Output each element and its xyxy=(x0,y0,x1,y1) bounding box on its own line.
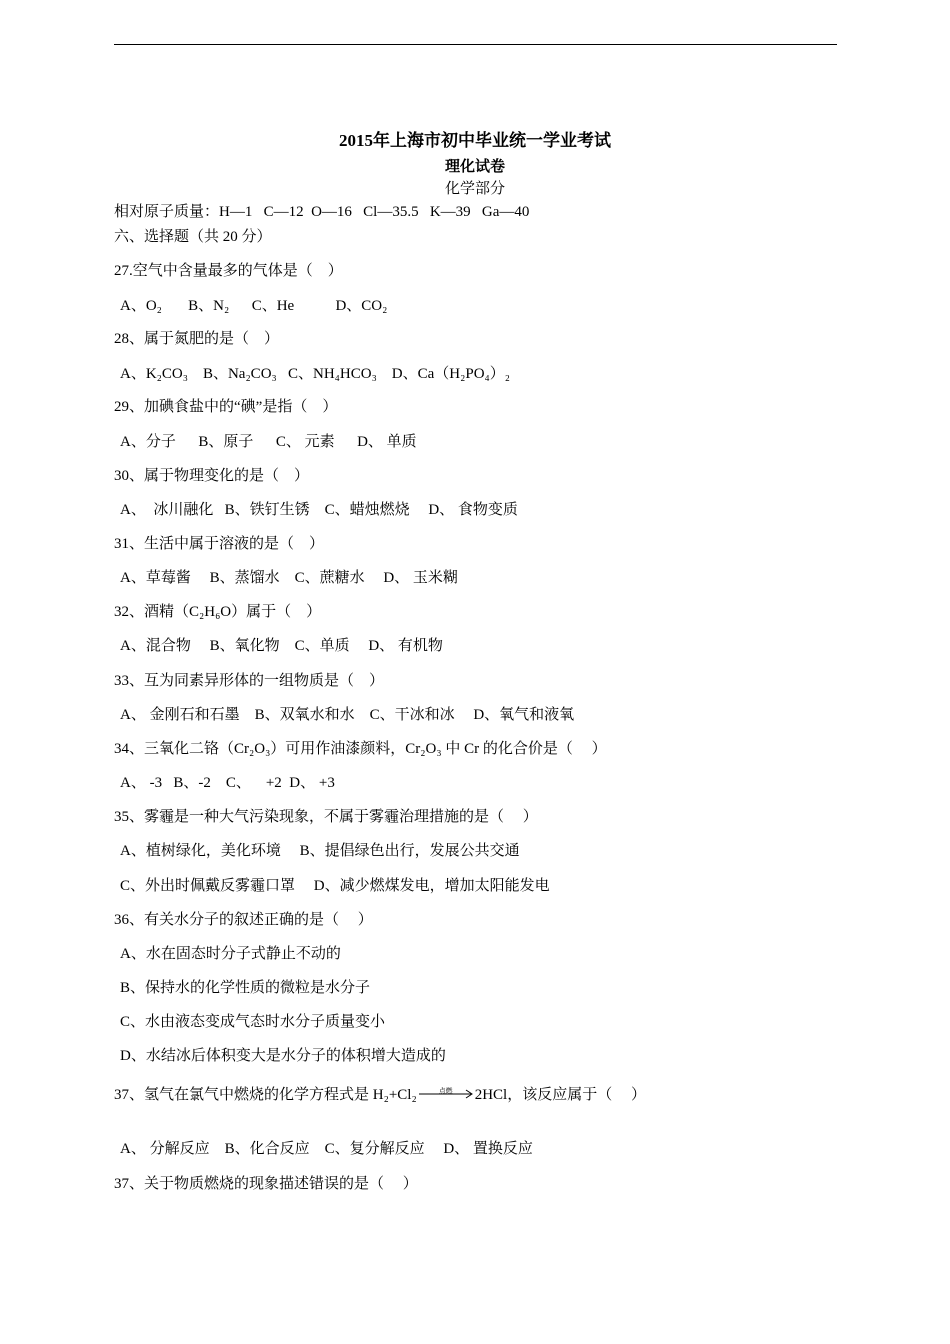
question-33: 33、互为同素异形体的一组物质是（ ） xyxy=(114,673,385,689)
question-29: 29、加碘食盐中的“碘”是指（ ） xyxy=(114,399,338,415)
header-rule xyxy=(114,44,837,45)
options-29: A、分子 B、原子 C、 元素 D、 单质 xyxy=(120,434,417,450)
options-30: A、 冰川融化 B、铁钉生锈 C、蜡烛燃烧 D、 食物变质 xyxy=(120,502,518,518)
question-34: 34、三氧化二铬（Cr₂O₃）可用作油漆颜料，Cr₂O₃ 中 Cr 的化合价是（ ） xyxy=(114,741,607,757)
options-28: A、K₂CO₃ B、Na₂CO₃ C、NH₄HCO₃ D、Ca（H₂PO₄）₂ xyxy=(120,366,510,382)
options-37: A、 分解反应 B、化合反应 C、复分解反应 D、 置换反应 xyxy=(120,1141,533,1157)
question-37 xyxy=(114,1085,646,1105)
section-title: 化学部分 xyxy=(444,181,505,197)
options-35-ab: A、植树绿化，美化环境 B、提倡绿色出行，发展公共交通 xyxy=(120,843,520,859)
options-27: A、O₂ B、N₂ C、He D、CO₂ xyxy=(120,298,388,314)
option-36-c: C、水由液态变成气态时水分子质量变小 xyxy=(120,1014,386,1030)
options-31: A、草莓酱 B、蒸馏水 C、蔗糖水 D、 玉米糊 xyxy=(120,570,458,586)
question-32: 32、酒精（C₂H₆O）属于（ ） xyxy=(114,604,322,620)
question-30: 30、属于物理变化的是（ ） xyxy=(114,468,310,484)
option-36-a: A、水在固态时分子式静止不动的 xyxy=(120,946,341,962)
question-37-after: 2HCl，该反应属于（ ） xyxy=(474,1087,646,1103)
question-37-before: 37、氢气在氯气中燃烧的化学方程式是 H₂+Cl₂ xyxy=(114,1087,417,1103)
question-37b: 37、关于物质燃烧的现象描述错误的是（ ） xyxy=(114,1176,418,1192)
reaction-arrow-icon xyxy=(417,1085,475,1105)
options-32: A、混合物 B、氧化物 C、单质 D、 有机物 xyxy=(120,638,443,654)
option-36-b: B、保持水的化学性质的微粒是水分子 xyxy=(120,980,371,996)
question-36: 36、有关水分子的叙述正确的是（ ） xyxy=(114,912,373,928)
exam-title: 2015年上海市初中毕业统一学业考试 xyxy=(339,131,611,150)
reaction-condition: 点燃 xyxy=(438,1087,453,1095)
part-heading: 六、选择题（共 20 分） xyxy=(114,229,272,245)
atomic-masses: 相对原子质量：H—1 C—12 O—16 Cl—35.5 K—39 Ga—40 xyxy=(114,204,530,220)
option-36-d: D、水结冰后体积变大是水分子的体积增大造成的 xyxy=(120,1048,446,1064)
question-27: 27.空气中含量最多的气体是（ ） xyxy=(114,263,343,279)
options-33: A、 金刚石和石墨 B、双氧水和水 C、干冰和冰 D、氧气和液氧 xyxy=(120,707,575,723)
options-35-cd: C、外出时佩戴反雾霾口罩 D、减少燃煤发电，增加太阳能发电 xyxy=(120,878,550,894)
question-28: 28、属于氮肥的是（ ） xyxy=(114,331,280,347)
exam-subtitle: 理化试卷 xyxy=(444,159,505,175)
question-31: 31、生活中属于溶液的是（ ） xyxy=(114,536,325,552)
question-35: 35、雾霾是一种大气污染现象，不属于雾霾治理措施的是（ ） xyxy=(114,809,538,825)
options-34: A、 -3 B、-2 C、 +2 D、 +3 xyxy=(120,775,335,791)
